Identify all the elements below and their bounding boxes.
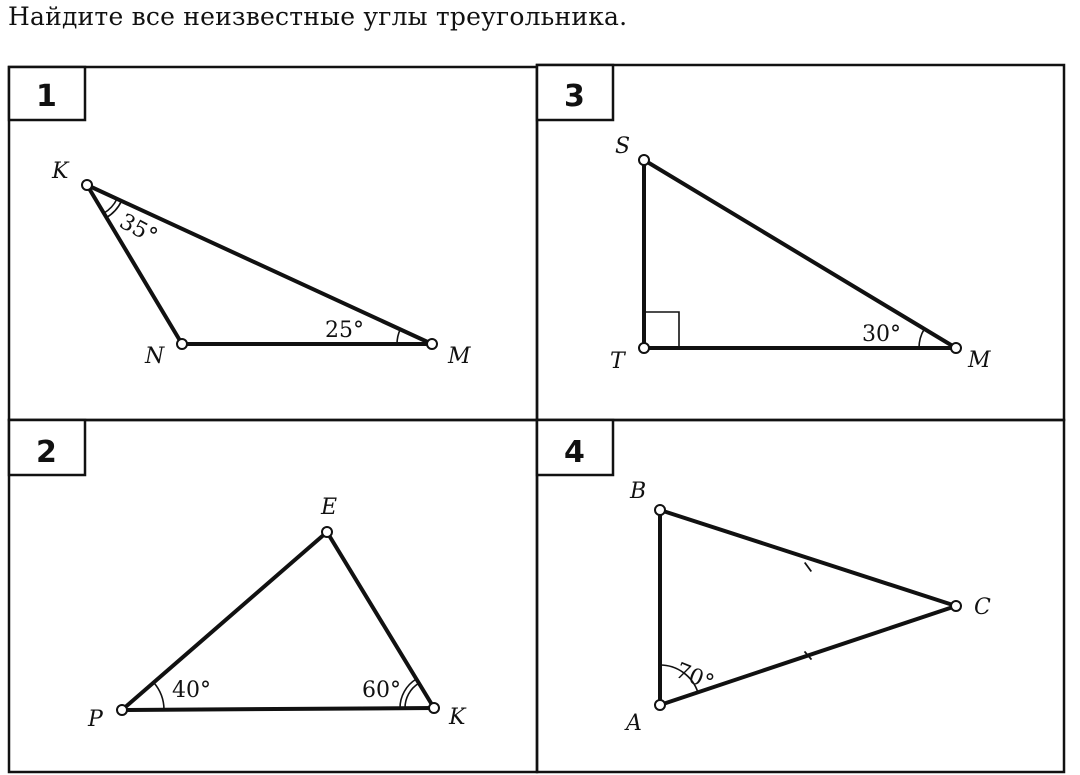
angle-label-A: 70° — [671, 658, 718, 697]
vertex-M — [427, 339, 437, 349]
vertex-label-K: K — [449, 705, 466, 730]
equal-side-tick-BC — [805, 563, 812, 572]
panel-3 — [537, 65, 991, 374]
vertex-label-P: P — [88, 707, 103, 732]
panel-4 — [537, 420, 991, 736]
vertex-label-T: T — [610, 349, 625, 374]
vertex-K — [429, 703, 439, 713]
vertex-label-S: S — [615, 134, 631, 159]
vertex-S — [639, 155, 649, 165]
angle-label-P: 40° — [172, 678, 211, 703]
side-PK — [122, 708, 434, 710]
panel-2 — [9, 420, 467, 732]
angle-label-K: 60° — [362, 678, 401, 703]
panel-frames — [9, 65, 1064, 772]
angle-label-K: 35° — [115, 209, 162, 250]
angle-label-M: 25° — [325, 318, 364, 343]
angle-arc-M — [397, 329, 400, 344]
vertex-label-M: M — [968, 348, 991, 373]
angle-label-M-30: 30° — [862, 322, 901, 347]
vertex-C — [951, 601, 961, 611]
vertex-K — [82, 180, 92, 190]
panel-1-number: 1 — [36, 79, 57, 114]
vertex-label-B: B — [630, 479, 647, 504]
panel-3-number: 3 — [564, 79, 585, 114]
side-SM — [644, 160, 956, 348]
side-PE — [122, 532, 327, 710]
vertex-label-N: N — [145, 344, 165, 369]
vertex-E — [322, 527, 332, 537]
angle-arc-P — [154, 683, 164, 710]
vertex-A — [655, 700, 665, 710]
vertex-label-K: K — [52, 159, 69, 184]
angle-arc-M-30 — [919, 329, 924, 348]
side-BC — [660, 510, 956, 606]
right-angle-mark-T — [644, 312, 679, 348]
vertex-T — [639, 343, 649, 353]
panel-4-number: 4 — [564, 435, 585, 470]
page-heading: Найдите все неизвестные углы треугольника. — [8, 2, 628, 31]
vertex-label-E: E — [321, 495, 338, 520]
vertex-P — [117, 705, 127, 715]
vertex-B — [655, 505, 665, 515]
vertex-label-M: M — [448, 344, 471, 369]
vertex-M — [951, 343, 961, 353]
vertex-label-C: C — [974, 595, 991, 620]
vertex-N — [177, 339, 187, 349]
panel-2-number: 2 — [36, 435, 57, 470]
side-KM — [87, 185, 432, 344]
vertex-label-A: A — [626, 711, 642, 736]
panel-1 — [9, 67, 471, 369]
